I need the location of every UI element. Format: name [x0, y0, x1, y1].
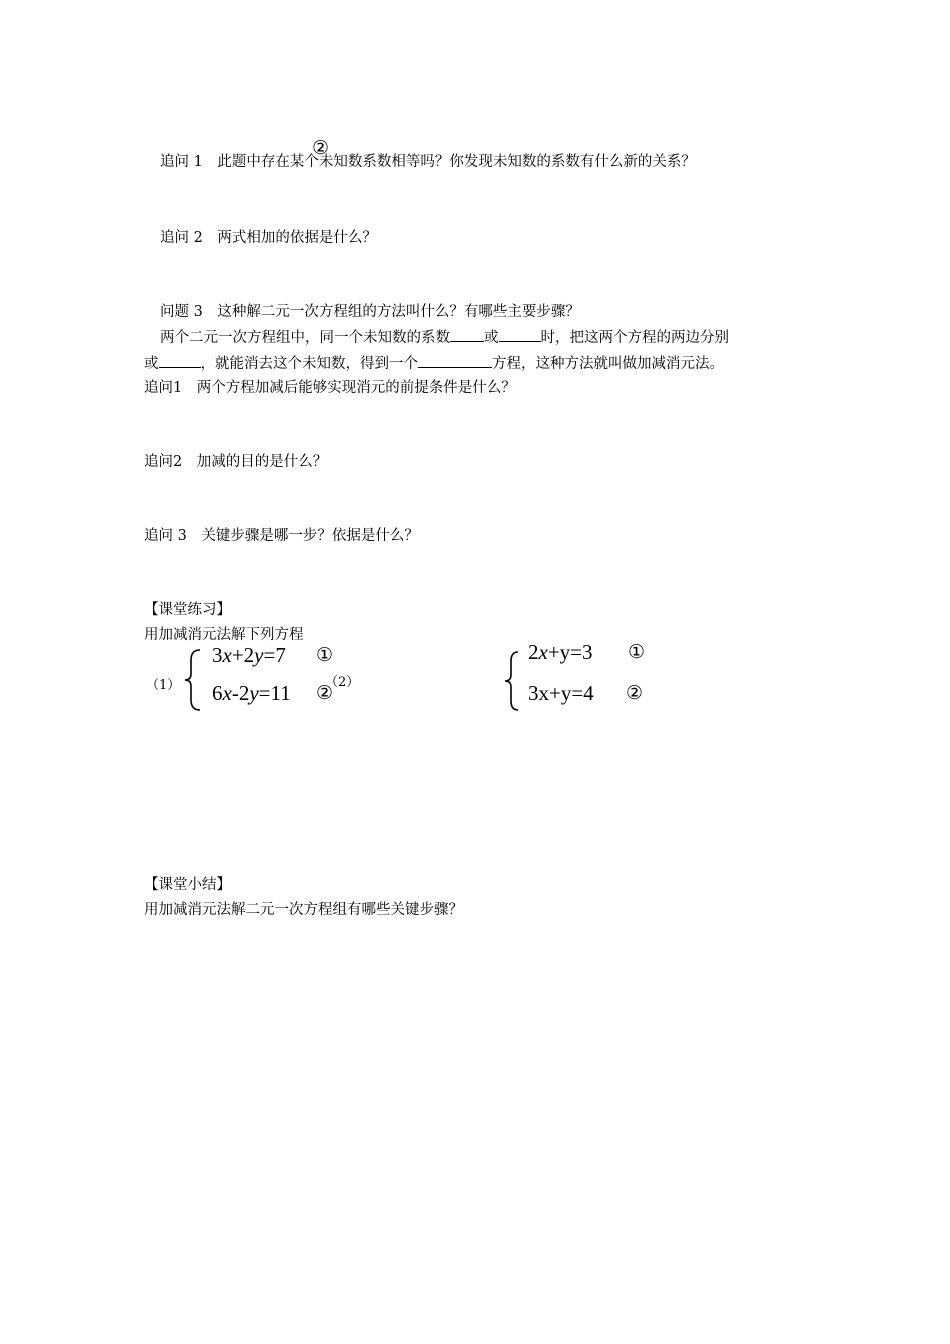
problem-2-label: （2）: [325, 675, 360, 690]
summary-heading: 【课堂小结】: [144, 877, 231, 893]
problem-1-marker-1: ①: [316, 644, 334, 666]
problem-2-equation-1: 2x+y=3: [528, 640, 593, 664]
q3-followup-1: 追问1 两个方程加减后能够实现消元的前提条件是什么？: [144, 380, 516, 396]
fill-text-a: 两个二元一次方程组中，同一个未知数的系数: [160, 330, 450, 346]
fill-blank-2: [499, 327, 541, 342]
fill-blank-4: [418, 353, 492, 368]
problem-2-equation-2: 3x+y=4: [528, 681, 594, 705]
fill-blank-3: [159, 353, 201, 368]
question-3-title: 问题 3 这种解二元一次方程组的方法叫什么？有哪些主要步骤？: [160, 304, 580, 320]
stray-circled-marker: ②: [312, 137, 330, 159]
fill-in-line-1: [160, 327, 729, 348]
summary-question: 用加减消元法解二元一次方程组有哪些关键步骤？: [144, 902, 463, 918]
practice-instruction: 用加减消元法解下列方程: [144, 627, 304, 643]
problem-1-brace: [182, 648, 204, 712]
fill-text-b: 或: [484, 330, 499, 346]
fill-in-line-2: [144, 353, 724, 374]
fill-text-d: 或: [144, 356, 159, 372]
practice-heading: 【课堂练习】: [144, 602, 231, 618]
q3-followup-3: 追问 3 关键步骤是哪一步？依据是什么？: [144, 528, 419, 544]
problem-2-marker-2: ②: [626, 682, 644, 704]
fill-text-e: ，就能消去这个未知数，得到一个: [200, 356, 418, 372]
problem-1-equation-2: 6x-2y=11: [212, 681, 291, 705]
fill-text-c: 时，把这两个方程的两边分别: [540, 330, 729, 346]
problem-1-marker-2: ②: [316, 682, 334, 704]
problem-2-brace: [502, 650, 522, 712]
problem-1-equation-1: 3x+2y=7: [212, 643, 286, 667]
q3-followup-2: 追问2 加减的目的是什么？: [144, 454, 328, 470]
followup-1-question: 追问 1 此题中存在某个未知数系数相等吗？你发现未知数的系数有什么新的关系？: [160, 154, 696, 170]
problem-2-marker-1: ①: [628, 641, 646, 663]
problem-1-label: （1）: [146, 678, 181, 693]
followup-2-question: 追问 2 两式相加的依据是什么？: [160, 230, 377, 246]
fill-blank-1: [450, 327, 484, 342]
fill-text-f: 方程，这种方法就叫做加减消元法。: [492, 356, 724, 372]
